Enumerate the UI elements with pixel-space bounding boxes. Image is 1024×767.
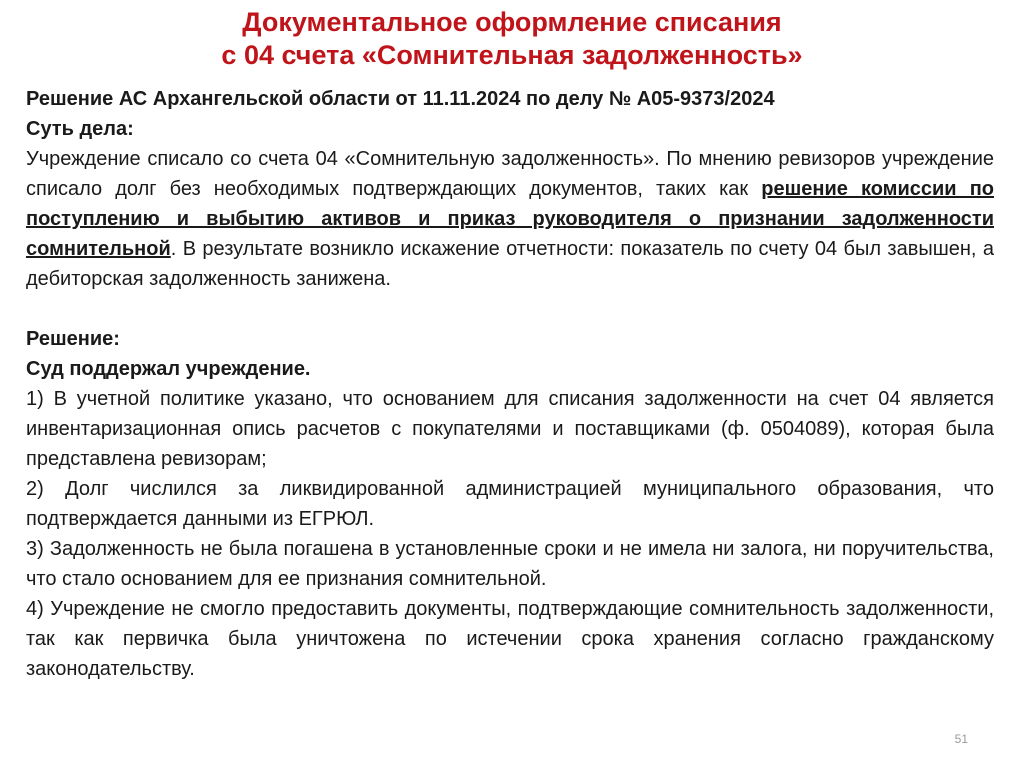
essence-paragraph	[26, 144, 994, 294]
decision-point-1: 1) В учетной политике указано, что основанием для списания задолженности на счет 04 является инвентаризационная опись расчетов с покупателями и поставщиками (ф. 0504089), которая была представлена ревизорам;	[26, 388, 994, 470]
case-heading: Решение АС Архангельской области от 11.11.2024 по делу № А05-9373/2024	[26, 88, 775, 110]
decision-point-4: 4) Учреждение не смогло предоставить документы, подтверждающие сомнительность задолженности, так как первичка была уничтожена по истечении срока хранения согласно гражданскому законодательству.	[26, 598, 994, 680]
decision-point-2: 2) Долг числился за ликвидированной администрацией муниципального образования, что подтверждается данными из ЕГРЮЛ.	[26, 478, 994, 530]
essence-label: Суть дела:	[26, 118, 134, 140]
slide-title	[0, 6, 1024, 72]
page-number: 51	[954, 732, 968, 746]
paragraph-gap	[26, 294, 994, 324]
slide-content	[26, 84, 994, 684]
essence-text-before: Учреждение списало со счета 04 «Сомнительную задолженность». По мнению ревизоров учреждение списало долг без необходимых подтверждающих документов, таких как	[26, 148, 994, 200]
essence-text-after: . В результате возникло искажение отчетности: показатель по счету 04 был завышен, а дебиторская задолженность занижена.	[26, 238, 994, 290]
slide-title-line-1: Документальное оформление списания	[242, 7, 782, 37]
decision-summary: Суд поддержал учреждение.	[26, 358, 311, 380]
essence-text-underlined: решение комиссии по поступлению и выбытию активов и приказ руководителя о признании задолженности сомнительной	[26, 178, 994, 260]
decision-label: Решение:	[26, 328, 120, 350]
slide-title-line-2: с 04 счета «Сомнительная задолженность»	[221, 40, 803, 70]
decision-point-3: 3) Задолженность не была погашена в установленные сроки и не имела ни залога, ни поручительства, что стало основанием для ее признания сомнительной.	[26, 538, 994, 590]
